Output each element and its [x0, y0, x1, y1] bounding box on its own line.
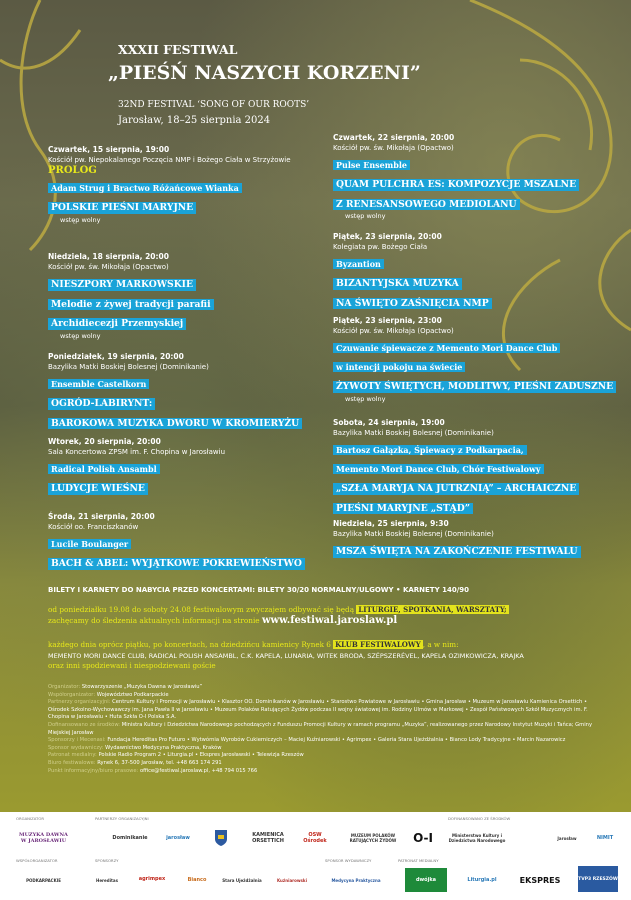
- event-free-entry: wstęp wolny: [345, 212, 386, 220]
- event-title-line: BAROKOWA MUZYKA DWORU W KROMIERYŻU: [48, 418, 302, 430]
- organizers-block: [48, 684, 603, 775]
- event-date: Poniedziałek, 19 sierpnia, 20:00: [48, 352, 184, 361]
- event-card-left-4: [48, 437, 225, 496]
- event-place: Kolegiata pw. Bożego Ciała: [333, 243, 428, 251]
- event-place: Sala Koncertowa ZPSM im. F. Chopina w Jarosławiu: [48, 448, 226, 456]
- label-media: PATRONAT MEDIALNY: [398, 858, 439, 863]
- event-title: „SZŁA MARYJA NA JUTRZNIĄ” – ARCHAICZNE: [333, 483, 579, 495]
- logo-dwojka: dwójka: [405, 868, 447, 892]
- logo-hereditas: Hereditas: [96, 877, 118, 883]
- festival-edition: XXXII FESTIWAL: [118, 42, 238, 57]
- logo-muzyka-dawna: MUZYKA DAWNA W JAROSŁAWIU: [19, 832, 68, 844]
- event-card-left-3: [48, 352, 302, 430]
- logo-dominikanie: Dominikanie: [112, 835, 148, 841]
- event-card-right-5: [333, 519, 581, 559]
- event-performer: Ensemble Castelkorn: [48, 379, 149, 389]
- event-title: POLSKIE PIEŚNI MARYJNE: [48, 202, 196, 214]
- event-title: OGRÓD-LABIRYNT:: [48, 398, 155, 410]
- event-free-entry: wstęp wolny: [60, 215, 101, 224]
- organizer-entry: Partnerzy organizacyjni: Centrum Kultury i Promocji w Jarosławiu • Klasztor OO. Dominikanów w Jarosławiu • Starostwo Powiatowe w Jarosławiu • Gmina Jarosław • Muzeum w Jarosławiu Kamienica Orsettich • Ośrodek Szkolno-Wychowawczy im. Jana Pawła II w Jarosławiu • Muzeum Polaków Ratujących Żydów podczas II wojny światowej im. Rodziny Ulmów w Markowej • Zespół Państwowych Szkół Muzycznych im. F. Chopina w Jarosławiu • Huta Szkła O-I Polska S.A.: [48, 699, 588, 721]
- event-place: Bazylika Matki Boskiej Bolesnej (Dominikanie): [48, 363, 209, 371]
- event-title-line: NA ŚWIĘTO ZAŚNIĘCIA NMP: [333, 298, 492, 310]
- logo-jaroslaw-crest: [210, 828, 232, 848]
- event-free-entry: wstęp wolny: [60, 331, 101, 340]
- logo-nimit: NIMIT: [596, 835, 614, 841]
- organizer-entry: Dofinansowano ze środków: Ministra Kultury i Dziedzictwa Narodowego pochodzących z Funduszu Promocji Kultury w ramach programu „Muzyka”, realizowanego przez Narodowy Instytut Muzyki i Tańca; Gminy Miejskiej Jarosław: [48, 721, 593, 736]
- label-partners: PARTNERZY ORGANIZACYJNI: [95, 816, 149, 821]
- logo-kuzniarowski: Kuźniarowski: [277, 877, 307, 883]
- label-funding: DOFINANSOWANO ZE ŚRODKÓW: [448, 816, 511, 821]
- event-card-left-1: [48, 145, 291, 225]
- event-date: Czwartek, 15 sierpnia, 19:00: [48, 145, 170, 154]
- event-performer: Radical Polish Ansambl: [48, 464, 160, 474]
- logo-ekspres: EKSPRES: [519, 875, 561, 885]
- club-info-suffix: , a w nim:: [422, 640, 459, 649]
- festival-subtitle-en: 32ND FESTIVAL ‘SONG OF OUR ROOTS’: [118, 100, 310, 110]
- event-prolog-label: PROLOG: [48, 165, 97, 176]
- event-title: LUDYCJE WIEŚNE: [48, 483, 148, 495]
- event-title-line: PIEŚNI MARYJNE „STĄD”: [333, 503, 473, 515]
- event-card-left-5: [48, 512, 305, 571]
- logo-osw: OSW Ośrodek: [303, 832, 327, 844]
- organizer-entry: Sponsor wydawniczy: Wydawnictwo Medycyna Praktyczna, Kraków: [48, 744, 222, 751]
- club-info-block: [48, 640, 524, 672]
- event-performer: Pulse Ensemble: [333, 160, 410, 170]
- logo-kamienica-orsettich: KAMIENICA ORSETTICH: [252, 832, 284, 844]
- tickets-info: BILETY I KARNETY DO NABYCIA PRZED KONCERTAMI: BILETY 30/20 NORMALNY/ULGOWY • KARNETY 140/90: [48, 586, 470, 594]
- festival-title: „PIEŚŃ NASZYCH KORZENI”: [108, 62, 421, 84]
- organizer-entry: Sponsorzy i Mecenasi: Fundacja Hereditas Pro Futuro • Wytwórnia Wyrobów Cukierniczych – Maciej Kuźniarowski • Agrimpex • Galeria Stara Ujeżdżalnia • Bianco Lody Tradycyjne • Marcin Nazarowicz: [48, 737, 566, 744]
- event-card-right-4: [333, 418, 579, 515]
- event-place: Kościół pw. św. Mikołaja (Opactwo): [48, 263, 169, 271]
- club-info-line: każdego dnia oprócz piątku, po koncertach, na dziedzińcu kamienicy Rynek 6: [48, 640, 331, 649]
- club-performers: MEMENTO MORI DANCE CLUB, RADICAL POLISH ANSAMBL, C.K. KAPELA, LUNARIA, WITEK BRODA, SZÉPSZERÉVEL, KAPELA OZIMKOWICZA, KRAJKA: [48, 651, 524, 660]
- event-subtitle: w intencji pokoju na świecie: [333, 362, 465, 372]
- event-title: QUAM PULCHRA ES: KOMPOZYCJE MSZALNE: [333, 179, 579, 191]
- event-date: Wtorek, 20 sierpnia, 20:00: [48, 437, 161, 446]
- organizer-entry: Współorganizator: Województwo Podkarpackie: [48, 691, 169, 698]
- organizer-entry: Patronat medialny: Polskie Radio Program 2 • Liturgia.pl • Ekspres Jarosławski • Telewizja Rzeszów: [48, 752, 304, 759]
- logo-tvp3-rzeszow: TVP3 RZESZÓW: [578, 866, 618, 892]
- label-organizer: ORGANIZATOR: [16, 816, 44, 821]
- event-date: Sobota, 24 sierpnia, 19:00: [333, 418, 445, 427]
- event-date: Niedziela, 18 sierpnia, 20:00: [48, 252, 169, 261]
- logo-bianco: Bianco: [187, 877, 207, 883]
- event-card-right-3: [333, 316, 616, 404]
- logo-jaroslaw-city: jarosław: [166, 835, 190, 841]
- event-performer: Czuwanie śpiewacze z Memento Mori Dance Club: [333, 343, 560, 353]
- organizer-entry: Punkt informacyjny/biuro prasowe: office@festiwal.jaroslaw.pl, +48 794 015 766: [48, 767, 258, 774]
- festival-website-link[interactable]: www.festiwal.jaroslaw.pl: [261, 615, 398, 626]
- club-badge: KLUB FESTIWALOWY: [335, 640, 421, 649]
- organizer-entry: Organizator: Stowarzyszenie „Muzyka Dawna w Jarosławiu”: [48, 684, 203, 690]
- logo-stara-ujezdzalnia: Stara Ujeżdżalnia: [222, 877, 262, 883]
- event-free-entry: wstęp wolny: [345, 394, 386, 403]
- event-date: Piątek, 23 sierpnia, 23:00: [333, 316, 442, 325]
- event-card-right-1: [333, 133, 579, 221]
- logo-o-i: O-I: [413, 831, 433, 845]
- crest-shield-icon: [214, 829, 228, 847]
- logo-liturgia: Liturgia.pl: [467, 877, 497, 883]
- event-place: Bazylika Matki Boskiej Bolesnej (Dominikanie): [333, 429, 494, 437]
- info-line-2: zachęcamy do śledzenia aktualnych informacji na stronie: [48, 616, 260, 625]
- event-place: Kościół pw. św. Mikołaja (Opactwo): [333, 144, 454, 152]
- event-place: Kościół pw. Niepokalanego Poczęcia NMP i Bożego Ciała w Strzyżowie: [48, 156, 291, 164]
- event-place: Kościół pw. św. Mikołaja (Opactwo): [333, 327, 454, 335]
- info-line-1: od poniedziałku 19.08 do soboty 24.08 festiwalowym zwyczajem odbywać się będą: [48, 605, 355, 614]
- event-performer: Adam Strug i Bractwo Różańcowe Wianka: [48, 183, 242, 193]
- label-publisher: SPONSOR WYDAWNICZY: [325, 858, 372, 863]
- label-coorganizer: WSPÓŁORGANIZATOR: [16, 858, 58, 863]
- event-date: Czwartek, 22 sierpnia, 20:00: [333, 133, 455, 142]
- club-guests: oraz inni spodziewani i niespodziewani goście: [48, 661, 216, 670]
- info-block: [48, 604, 509, 626]
- event-date: Piątek, 23 sierpnia, 20:00: [333, 232, 442, 241]
- event-card-left-2: [48, 252, 214, 341]
- logo-agrimpex: agrimpex: [138, 876, 166, 882]
- event-title-line: Melodie z żywej tradycji parafii: [48, 299, 214, 311]
- event-date: Niedziela, 25 sierpnia, 9:30: [333, 519, 449, 528]
- sponsor-logos-footer: [0, 812, 631, 900]
- event-performer: Byzantion: [333, 259, 384, 269]
- event-title: MSZA ŚWIĘTA NA ZAKOŃCZENIE FESTIWALU: [333, 546, 581, 558]
- event-performer: Bartosz Gałązka, Śpiewacy z Podkarpacia,: [333, 445, 527, 455]
- event-performer-line: Memento Mori Dance Club, Chór Festiwalowy: [333, 464, 544, 474]
- event-title: NIESZPORY MARKOWSKIE: [48, 279, 196, 291]
- logo-muzeum-polakow: MUZEUM POLAKÓW RATUJĄCYCH ŻYDÓW: [349, 833, 397, 843]
- logo-podkarpackie: PODKARPACKIE: [26, 877, 61, 883]
- festival-place-dates: Jarosław, 18–25 sierpnia 2024: [118, 115, 271, 126]
- event-card-right-2: [333, 232, 492, 310]
- event-title-line: Archidiecezji Przemyskiej: [48, 318, 186, 330]
- logo-ministry-culture: Ministerstwo Kultury i Dziedzictwa Narodowego: [448, 833, 506, 843]
- event-title: BIZANTYJSKA MUZYKA: [333, 278, 462, 290]
- info-highlight-liturgies: LITURGIE, SPOTKANIA, WARSZTATY;: [358, 605, 507, 614]
- event-performer: Lucile Boulanger: [48, 539, 131, 549]
- label-sponsors: SPONSORZY: [95, 858, 119, 863]
- organizer-entry: Biuro festiwalowe: Rynek 6, 37-500 Jarosław, tel. +48 663 174 291: [48, 759, 222, 766]
- event-place: Bazylika Matki Boskiej Bolesnej (Dominikanie): [333, 530, 494, 538]
- event-title-line: Z RENESANSOWEGO MEDIOLANU: [333, 199, 520, 211]
- logo-jaroslaw-gmina: Jarosław: [557, 835, 577, 841]
- event-title: BACH & ABEL: WYJĄTKOWE POKREWIEŃSTWO: [48, 558, 305, 570]
- logo-medycyna-praktyczna: Medycyna Praktyczna: [331, 877, 381, 883]
- event-date: Środa, 21 sierpnia, 20:00: [48, 512, 155, 521]
- event-place: Kościół oo. Franciszkanów: [48, 523, 139, 531]
- event-title: ŻYWOTY ŚWIĘTYCH, MODLITWY, PIEŚNI ZADUSZNE: [333, 381, 616, 393]
